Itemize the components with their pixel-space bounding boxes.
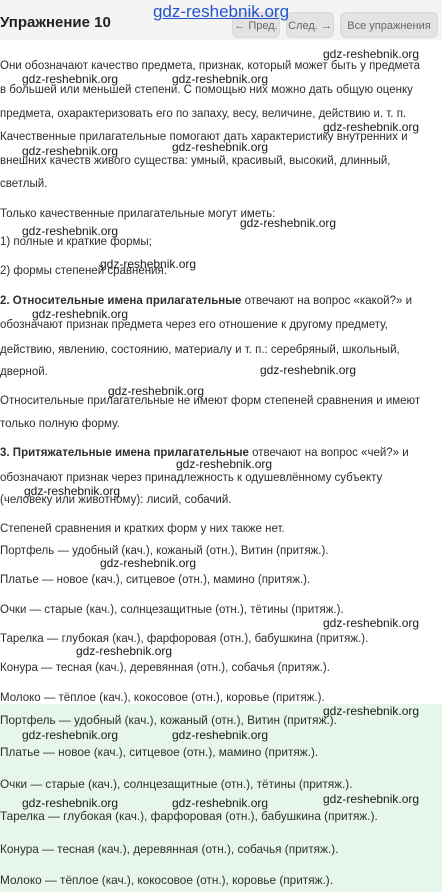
watermark-text: gdz-reshebnik.org <box>108 384 205 398</box>
next-exercise-button[interactable]: След. → <box>286 12 334 38</box>
text-line: Качественные прилагательные помогают дать характеристику внутренних и <box>0 131 408 143</box>
exercise-header <box>0 0 442 40</box>
answer-line: Платье — новое (кач.), ситцевое (отн.), мамино (притяж.). <box>0 745 319 759</box>
watermark-text: gdz-reshebnik.org <box>323 792 420 806</box>
watermark-text: gdz-reshebnik.org <box>22 224 119 238</box>
answer-line: Очки — старые (кач.), солнцезащитные (отн.), тётины (притяж.). <box>0 777 353 791</box>
text-line: светлый. <box>0 178 48 190</box>
watermark-text: gdz-reshebnik.org <box>22 72 119 86</box>
watermark-text: gdz-reshebnik.org <box>240 216 337 230</box>
watermark-text: gdz-reshebnik.org <box>76 644 173 658</box>
watermark-text: gdz-reshebnik.org <box>172 796 269 810</box>
section2-rest: отвечают на вопрос «какой?» и <box>241 295 412 307</box>
watermark-text: gdz-reshebnik.org <box>22 728 119 742</box>
text-line: в большей или меньшей степени. С помощью них можно дать общую оценку <box>0 84 413 96</box>
text-line: (человеку или животному): лисий, собачий. <box>0 494 232 506</box>
site-title-link[interactable]: gdz-reshebnik.org <box>152 2 290 21</box>
text-line: предмета, охарактеризовать его по запаху, весу, величине, действию и. т. п. <box>0 108 407 120</box>
watermark-text: gdz-reshebnik.org <box>100 257 197 271</box>
example-line: Конура — тесная (кач.), деревянная (отн.), собачья (притяж.). <box>0 662 330 674</box>
watermark-text: gdz-reshebnik.org <box>100 556 197 570</box>
text-line: только полную форму. <box>0 418 120 430</box>
example-line: Платье — новое (кач.), ситцевое (отн.), мамино (притяж.). <box>0 574 311 586</box>
example-line: Молоко — тёплое (кач.), кокосовое (отн.), коровье (притяж.). <box>0 692 325 704</box>
watermark-text: gdz-reshebnik.org <box>172 728 269 742</box>
text-line: дверной. <box>0 366 48 378</box>
example-line: Тарелка — глубокая (кач.), фарфоровая (отн.), бабушкина (притяж.). <box>0 633 369 645</box>
text-line: действию, явлению, состоянию, материалу и т. п.: серебряный, школьный, <box>0 344 400 356</box>
all-exercises-button[interactable]: Все упражнения <box>340 12 438 38</box>
answer-line: Портфель — удобный (кач.), кожаный (отн.), Витин (притяж.). <box>0 713 337 727</box>
answer-line: Молоко — тёплое (кач.), кокосовое (отн.), коровье (притяж.). <box>0 873 333 887</box>
watermark-text: gdz-reshebnik.org <box>176 457 273 471</box>
text-line: Только качественные прилагательные могут иметь: <box>0 208 276 220</box>
watermark-text: gdz-reshebnik.org <box>323 47 420 61</box>
example-line: Очки — старые (кач.), солнцезащитные (отн.), тётины (притяж.). <box>0 604 344 616</box>
watermark-text: gdz-reshebnik.org <box>323 120 420 134</box>
text-line: Они обозначают качество предмета, признак, который может быть у предмета <box>0 60 421 72</box>
prev-exercise-button[interactable]: ← Пред. <box>232 12 280 38</box>
watermark-text: gdz-reshebnik.org <box>323 616 420 630</box>
watermark-text: gdz-reshebnik.org <box>172 140 269 154</box>
answer-line: Конура — тесная (кач.), деревянная (отн.), собачья (притяж.). <box>0 842 339 856</box>
text-line: 2) формы степеней сравнения. <box>0 265 167 277</box>
watermark-text: gdz-reshebnik.org <box>24 484 121 498</box>
text-line: 1) полные и краткие формы; <box>0 236 152 248</box>
text-line: обозначают признак через принадлежность к одушевлённому субъекту <box>0 472 383 484</box>
section3-rest: отвечают на вопрос «чей?» и <box>248 447 409 459</box>
watermark-text: gdz-reshebnik.org <box>22 796 119 810</box>
section3-term: Притяжательные имена прилагательные <box>12 447 249 459</box>
watermark-text: gdz-reshebnik.org <box>172 72 269 86</box>
section3-number: 3. <box>0 447 13 459</box>
watermark-text: gdz-reshebnik.org <box>32 307 129 321</box>
text-line: Степеней сравнения и кратких форм у них также нет. <box>0 523 285 535</box>
text-line: внешних качеств живого существа: умный, красивый, высокий, длинный, <box>0 155 391 167</box>
watermark-text: gdz-reshebnik.org <box>323 704 420 718</box>
watermark-text: gdz-reshebnik.org <box>22 144 119 158</box>
watermark-text: gdz-reshebnik.org <box>260 363 357 377</box>
answer-line: Тарелка — глубокая (кач.), фарфоровая (отн.), бабушкина (притяж.). <box>0 809 378 823</box>
exercise-title: Упражнение 10 <box>0 14 111 31</box>
section2-number: 2. <box>0 295 13 307</box>
example-line: Портфель — удобный (кач.), кожаный (отн.), Витин (притяж.). <box>0 545 329 557</box>
text-line: Относительные прилагательные не имеют форм степеней сравнения и имеют <box>0 395 421 407</box>
text-line: обозначают признак предмета через его отношение к другому предмету, <box>0 319 388 331</box>
section2-term: Относительные имена прилагательные <box>12 295 242 307</box>
